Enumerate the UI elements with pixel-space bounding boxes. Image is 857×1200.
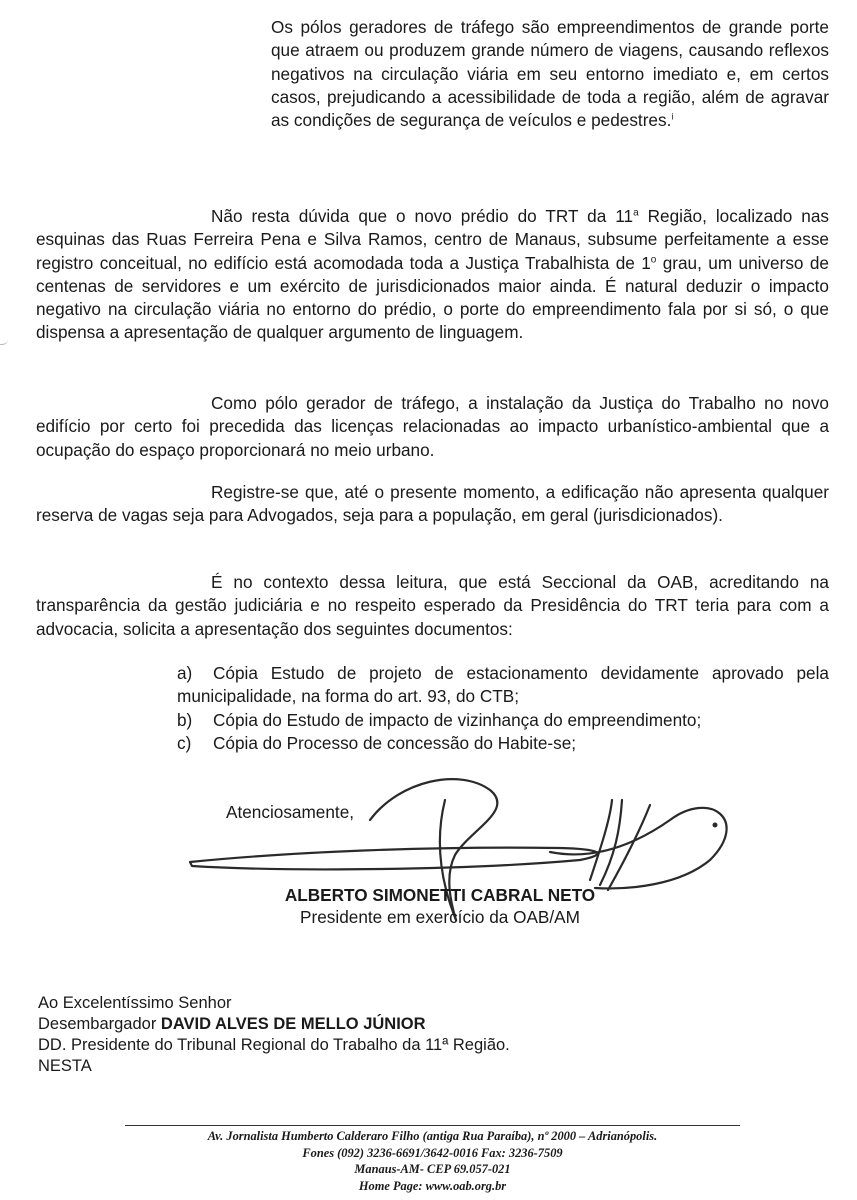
paragraph-1-text-c: grau, um universo de centenas de servidores e um exército de jurisdicionados maior ainda. É natural deduzir o impacto negativo na circulação viária no entorno do prédio, o porte do empreendimento fala por si só, o que dispensa a apresentação de qualquer argumento de linguagem. bbox=[36, 252, 829, 343]
list-item-text: Cópia Estudo de projeto de estacionamento devidamente aprovado pela municipalidade, na forma do art. 93, do CTB; bbox=[177, 663, 829, 707]
paragraph-4: É no contexto dessa leitura, que está Seccional da OAB, acreditando na transparência da gestão judiciária e no respeito esperado da Presidência do TRT teria para com a advocacia, solicita a apresentação dos seguintes documentos: bbox=[36, 572, 829, 639]
footer-homepage: Home Page: www.oab.org.br bbox=[358, 1178, 507, 1193]
footer-divider bbox=[125, 1125, 740, 1126]
request-list bbox=[177, 662, 829, 755]
signatory-role: Presidente em exercício da OAB/AM bbox=[300, 907, 580, 927]
list-item bbox=[177, 709, 829, 732]
list-item bbox=[177, 662, 829, 709]
footer-city: Manaus-AM- CEP 69.057-021 bbox=[354, 1162, 511, 1176]
addressee-line-3: DD. Presidente do Tribunal Regional do Trabalho da 11ª Região. bbox=[38, 1036, 510, 1054]
block-quote bbox=[271, 16, 829, 132]
paragraph-2: Como pólo gerador de tráfego, a instalação da Justiça do Trabalho no novo edifício por certo foi precedida das licenças relacionadas ao impacto urbanístico-ambiental que a ocupação do espaço proporcionará no meio urbano. bbox=[36, 393, 829, 460]
paragraph-3: Registre-se que, até o presente momento, a edificação não apresenta qualquer reserva de vagas seja para Advogados, seja para a população, em geral (jurisdicionados). bbox=[36, 482, 829, 526]
paragraph-1-text-a: Não resta dúvida que o novo prédio do TRT da 11 bbox=[211, 206, 634, 226]
endnote-marker: i bbox=[671, 111, 674, 122]
degree-superscript: o bbox=[650, 253, 657, 265]
quote-text: Os pólos geradores de tráfego são empreendimentos de grande porte que atraem ou produzem grande número de viagens, causando reflexos negativos na circulação viária em seu entorno imediato e, em certos casos, prejudicando a acessibilidade de toda a região, além de agravar as condições de segurança de veículos e pedestres. bbox=[271, 17, 829, 131]
list-item-text: Cópia do Processo de concessão do Habite-se; bbox=[213, 732, 577, 753]
margin-mark bbox=[0, 338, 8, 345]
footer-phones: Fones (092) 3236-6691/3642-0016 Fax: 3236-7509 bbox=[302, 1145, 563, 1160]
addressee-line-2 bbox=[38, 1014, 510, 1035]
signatory-name: ALBERTO SIMONETTI CABRAL NETO bbox=[284, 885, 596, 905]
list-item-letter: c) bbox=[177, 732, 192, 753]
addressee-name: DAVID ALVES DE MELLO JÚNIOR bbox=[160, 1015, 426, 1033]
list-item bbox=[177, 732, 829, 755]
list-item-letter: a) bbox=[177, 663, 193, 683]
paragraph-1 bbox=[36, 205, 829, 345]
addressee-line-1: Ao Excelentíssimo Senhor bbox=[38, 994, 232, 1012]
letterhead-footer bbox=[125, 1128, 740, 1194]
list-item-letter: b) bbox=[177, 709, 193, 730]
paragraph-1-text-b: Região, localizado nas esquinas das Ruas Ferreira Pena e Silva Ramos, centro de Manaus, subsume perfeitamente a esse registro conceitual, no edifício está acomodada toda a Justiça Trabalhista de 1 bbox=[36, 206, 830, 273]
footer-address: Av. Jornalista Humberto Calderaro Filho (antiga Rua Paraíba), nº 2000 – Adrianópolis. bbox=[207, 1129, 658, 1143]
closing-salutation: Atenciosamente, bbox=[226, 802, 355, 822]
addressee-block bbox=[38, 993, 510, 1077]
ordinal-superscript: a bbox=[633, 207, 639, 219]
list-item-text: Cópia do Estudo de impacto de vizinhança do empreendimento; bbox=[213, 709, 702, 730]
addressee-title: Desembargador bbox=[38, 1015, 157, 1033]
signature-block bbox=[180, 884, 700, 928]
addressee-line-4: NESTA bbox=[38, 1057, 92, 1075]
